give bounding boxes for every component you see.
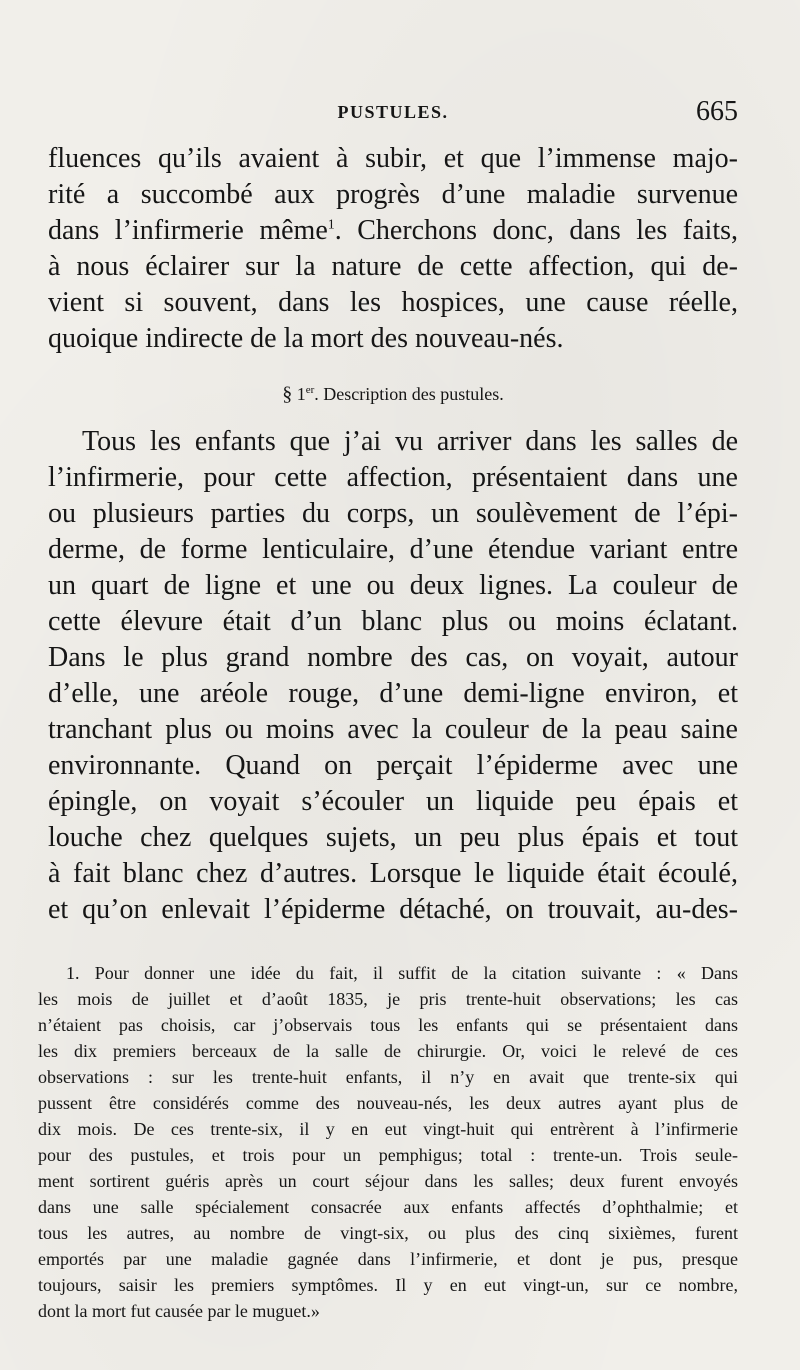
text-line: louche chez quelques sujets, un peu plus épais et tout	[48, 822, 738, 853]
section-number: 1	[296, 384, 306, 404]
text-line: environnante. Quand on perçait l’épiderme avec une	[48, 750, 738, 781]
footnote-line: dans une salle spécialement consacrée aux enfants affectés d’ophthalmie; et	[38, 1197, 738, 1217]
section-symbol: §	[282, 383, 293, 405]
text-fragment: . Cherchons donc, dans les faits,	[334, 215, 738, 246]
text-line: quoique indirecte de la mort des nouveau-nés.	[48, 323, 564, 354]
section-number-suffix: er	[305, 384, 315, 396]
text-line: un quart de ligne et une ou deux lignes. La couleur de	[48, 570, 738, 601]
text-line: vient si souvent, dans les hospices, une cause réelle,	[48, 287, 738, 318]
text-line: l’infirmerie, pour cette affection, présentaient dans une	[48, 462, 738, 493]
footnote-line: emportés par une maladie gagnée dans l’infirmerie, et dont je pus, presque	[38, 1249, 738, 1269]
text-line: ou plusieurs parties du corps, un soulèvement de l’épi-	[48, 498, 738, 529]
page-header	[48, 96, 738, 132]
footnote-line: les mois de juillet et d’août 1835, je pris trente-huit observations; les cas	[38, 989, 738, 1009]
text-line: derme, de forme lenticulaire, d’une étendue variant entre	[48, 534, 738, 565]
footnote-line: ment sortirent guéris après un court séjour dans les salles; deux furent envoyés	[38, 1171, 738, 1191]
text-fragment: dans l’infirmerie même	[48, 215, 328, 246]
running-title: PUSTULES.	[337, 102, 449, 122]
text-line: rité a succombé aux progrès d’une maladie survenue	[48, 179, 738, 210]
footnote-line: toujours, saisir les premiers symptômes. Il y en eut vingt-un, sur ce nombre,	[38, 1275, 738, 1295]
text-line: épingle, on voyait s’écouler un liquide peu épais et	[48, 786, 738, 817]
footnote-line: observations : sur les trente-huit enfants, il n’y en avait que trente-six qui	[38, 1067, 738, 1087]
section-title: . Description des pustules.	[314, 384, 504, 404]
footnote-line: tous les autres, au nombre de vingt-six, ou plus des cinq sixièmes, furent	[38, 1223, 738, 1243]
section-heading	[48, 377, 738, 407]
text-line: à nous éclairer sur la nature de cette affection, qui de-	[48, 251, 738, 282]
footnote-line: pour des pustules, et trois pour un pemphigus; total : trente-un. Trois seule-	[38, 1145, 738, 1165]
text-line: Tous les enfants que j’ai vu arriver dans les salles de	[82, 426, 738, 457]
footnote-line: 1. Pour donner une idée du fait, il suffit de la citation suivante : « Dans	[66, 963, 738, 983]
text-line: fluences qu’ils avaient à subir, et que l’immense majo-	[48, 143, 738, 174]
footnote-line: pussent être considérés comme des nouveau-nés, les deux autres ayant plus de	[38, 1093, 738, 1113]
footnote-line: n’étaient pas choisis, car j’observais tous les enfants qui se présentaient dans	[38, 1015, 738, 1035]
text-line: d’elle, une aréole rouge, d’une demi-ligne environ, et	[48, 678, 738, 709]
text-line: et qu’on enlevait l’épiderme détaché, on trouvait, au-des-	[48, 894, 738, 925]
footnote-line: les dix premiers berceaux de la salle de chirurgie. Or, voici le relevé de ces	[38, 1041, 738, 1061]
text-line: cette élevure était d’un blanc plus ou moins éclatant.	[48, 606, 738, 637]
footnote-line: dont la mort fut causée par le muguet.»	[38, 1301, 320, 1321]
footnote-marker: 1	[327, 217, 335, 233]
text-line: à fait blanc chez d’autres. Lorsque le liquide était écoulé,	[48, 858, 738, 889]
text-line: Dans le plus grand nombre des cas, on voyait, autour	[48, 642, 738, 673]
text-line: tranchant plus ou moins avec la couleur de la peau saine	[48, 714, 738, 745]
page-number: 665	[696, 96, 738, 127]
text-line	[48, 213, 738, 249]
footnote-line: dix mois. De ces trente-six, il y en eut vingt-huit qui entrèrent à l’infirmerie	[38, 1119, 738, 1139]
